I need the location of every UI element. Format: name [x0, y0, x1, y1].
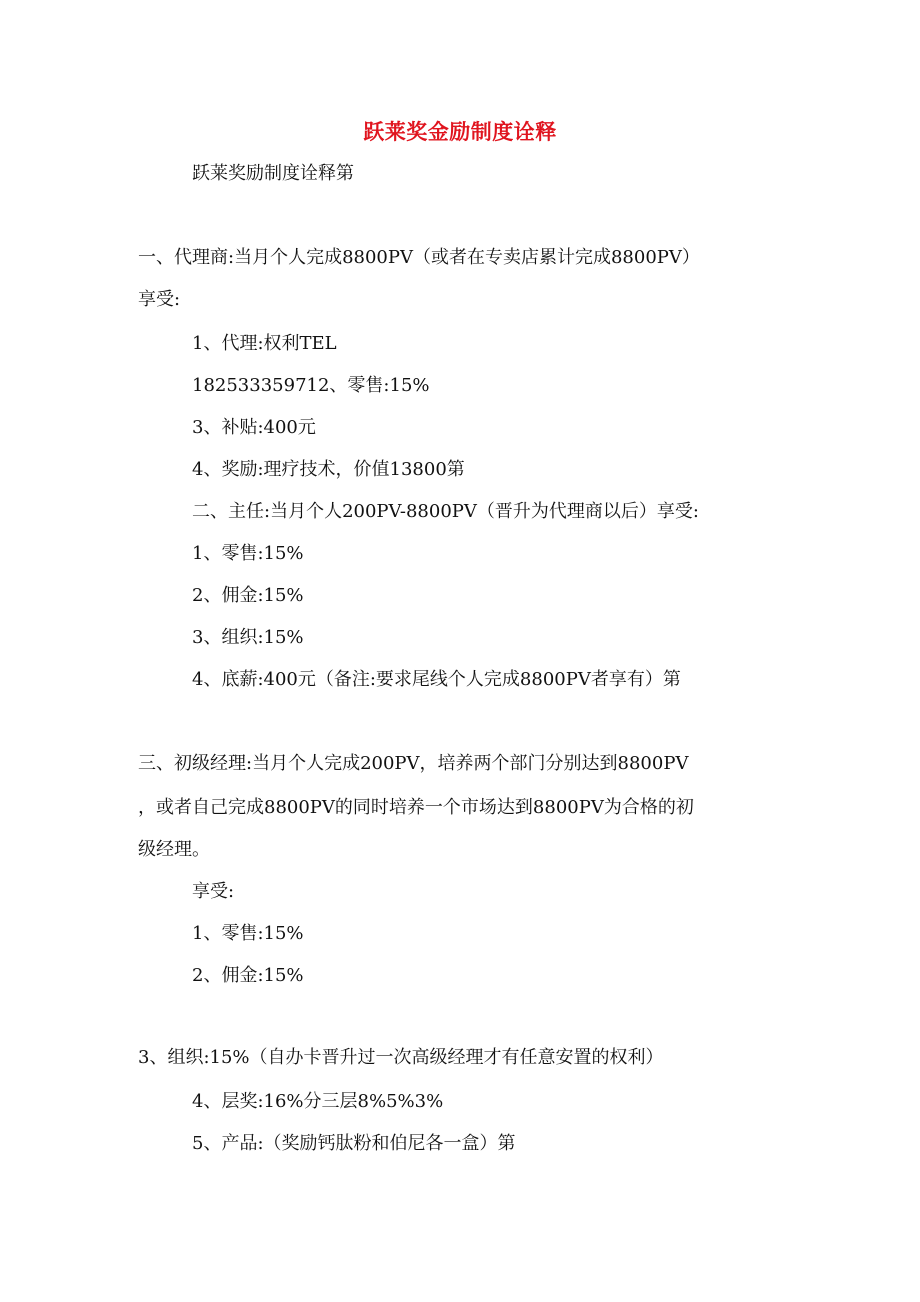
text-line: 享受: — [192, 881, 235, 902]
text-line: 享受: — [138, 289, 181, 310]
text-line: 3、补贴:400元 — [192, 417, 316, 438]
text-line: 1、零售:15% — [192, 923, 304, 944]
text-line: 5、产品:（奖励钙肽粉和伯尼各一盒）第 — [192, 1133, 516, 1154]
text-line: 一、代理商:当月个人完成8800PV（或者在专卖店累计完成8800PV） — [138, 247, 700, 268]
text-line: 1、零售:15% — [192, 543, 304, 564]
text-line: 4、奖励:理疗技术，价值13800第 — [192, 459, 465, 480]
text-line: 二、主任:当月个人200PV-8800PV（晋升为代理商以后）享受: — [192, 501, 699, 522]
text-line: 级经理。 — [138, 839, 210, 860]
text-line: 1、代理:权利TEL — [192, 333, 337, 354]
text-line: 3、组织:15% — [192, 627, 304, 648]
text-line: 182533359712、零售:15% — [192, 375, 430, 396]
text-line: 2、佣金:15% — [192, 965, 304, 986]
text-line: 三、初级经理:当月个人完成200PV，培养两个部门分别达到8800PV — [138, 753, 689, 774]
text-line: 2、佣金:15% — [192, 585, 304, 606]
text-line: 4、底薪:400元（备注:要求尾线个人完成8800PV者享有）第 — [192, 669, 681, 690]
text-line: ，或者自己完成8800PV的同时培养一个市场达到8800PV为合格的初 — [138, 797, 694, 818]
document-title: 跃莱奖金励制度诠释 — [363, 119, 557, 144]
text-line: 4、层奖:16%分三层8%5%3% — [192, 1091, 444, 1112]
subtitle-line: 跃莱奖励制度诠释第 — [192, 163, 354, 184]
text-line: 3、组织:15%（自办卡晋升过一次高级经理才有任意安置的权利） — [138, 1047, 664, 1068]
